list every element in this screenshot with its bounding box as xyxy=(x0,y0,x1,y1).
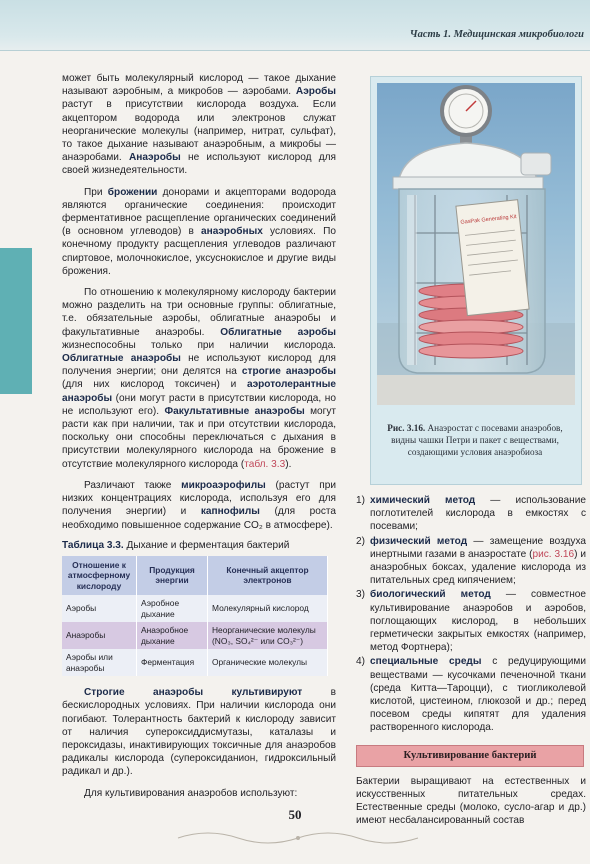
list-item xyxy=(356,494,586,534)
table-cell: Анаэробное дыхание xyxy=(137,622,208,649)
text-run: условиях. По конечному продукту расщепления углеводов различают спиртовое, молочнокислое, уксуснокислое и другие виды брожения. xyxy=(62,226,336,277)
text-run: Бактерии выращивают на естественных и искусственных питательных средах. Естественные среды (молоко, сусло-агар и др.) имеют несбалансированный состав xyxy=(356,775,586,827)
text-run: ) и анаэробных боксах, удаление кислорода из питательных сред кипячением; xyxy=(370,548,586,587)
bold-term: Аэробы xyxy=(295,86,336,98)
list-item-text xyxy=(370,589,586,653)
bold-term: Анаэробы xyxy=(128,152,181,164)
page-number: 50 xyxy=(288,807,302,822)
table-cell: Ферментация xyxy=(137,649,208,676)
text-run: Для культивирования анаэробов используют: xyxy=(84,787,298,799)
table-caption: Дыхание и ферментация бактерий xyxy=(123,539,290,551)
bold-term: Строгие анаэробы культивируют xyxy=(84,687,303,699)
table-header-row xyxy=(62,556,328,596)
header-band xyxy=(0,0,590,51)
reference-link: рис. 3.16 xyxy=(532,548,575,560)
figure-caption xyxy=(385,423,565,458)
bold-term: капнофилы xyxy=(200,506,260,518)
right-column xyxy=(356,494,586,827)
table-cell: Молекулярный кислород xyxy=(208,595,328,622)
paragraph-anaerobe-methods-intro xyxy=(62,787,336,800)
anaerobe-methods-list xyxy=(356,494,586,735)
text-run: ). xyxy=(285,458,292,470)
paragraph-fermentation xyxy=(62,186,336,278)
section-heading: Культивирование бактерий xyxy=(356,745,584,767)
bold-term: Факультативные анаэробы xyxy=(164,405,305,417)
text-run: может быть молекулярный кислород — такое дыхание называют аэробным, а микробов — аэробами. xyxy=(62,73,336,98)
chapter-side-tab xyxy=(0,248,32,394)
paragraph-respiration xyxy=(62,72,336,178)
text-run: (для роста необходимо повышенное содержание CO₂ в атмосфере). xyxy=(62,506,336,531)
bold-term: аэротолерантные анаэробы xyxy=(62,379,336,404)
table-cell: Аэробное дыхание xyxy=(137,595,208,622)
figure-label: Рис. 3.16. xyxy=(387,423,426,433)
text-run: (для них кислород токсичен) и xyxy=(62,379,247,391)
text-run: донорами и акцепторами водорода являются органические соединения: происходит ферментативное расщепление органических соединений (в основном углеводов) в xyxy=(62,186,336,238)
list-item-number: 4) xyxy=(356,656,365,668)
bold-term: микроаэрофилы xyxy=(181,479,266,491)
bold-term: брожении xyxy=(107,186,158,198)
table-header-cell: Отношение к атмосферному кислороду xyxy=(62,556,137,596)
paragraph-strict-anaerobes xyxy=(62,686,336,778)
anaerostat-illustration xyxy=(377,83,575,405)
table-number: Таблица 3.3. xyxy=(62,539,124,551)
text-run: — совместное культивирование анаэробов и аэробов, поглощающих кислород, в небольших герметически закрытых емкостях (например, метод Фортнера); xyxy=(370,589,586,654)
list-item-number: 2) xyxy=(356,535,365,547)
table-header-cell: Конечный акцептор электронов xyxy=(208,556,328,596)
left-column xyxy=(62,72,336,800)
table-cell: Анаэробы xyxy=(62,622,137,649)
footer-ornament-icon xyxy=(168,826,428,850)
paragraph-oxygen-groups xyxy=(62,286,336,471)
text-run: с редуцирующими веществами — кусочками печеночной ткани (среда Китта—Тароцци), с тиогликолевой кислотой, цистеином, глюкозой и др.; перед посевом среды кипятят для удаления растворенного кислорода. xyxy=(370,656,586,734)
text-run: — использование поглотителей кислорода в емкостях с посевами; xyxy=(370,495,586,533)
running-header: Часть 1. Медицинская микробиологи xyxy=(409,29,584,40)
list-item-text xyxy=(370,536,586,587)
anaerostat-photo xyxy=(377,83,575,405)
table-title xyxy=(62,540,336,551)
table-row xyxy=(62,595,328,622)
text-run: При xyxy=(84,186,108,198)
table-row xyxy=(62,622,328,649)
figure-caption-text: Анаэростат с посевами анаэробов, видны чашки Петри и пакет с веществами, создающими условия анаэробиоза xyxy=(391,423,563,457)
reference-link: табл. 3.3 xyxy=(244,458,286,470)
list-item xyxy=(356,655,586,734)
kit-label: GasPak Generating Kit xyxy=(460,213,517,226)
text-run: — замещение воздуха инертными газами в анаэростате ( xyxy=(370,535,586,560)
table-cell: Неорганические молекулы (NO₃, SO₄²⁻ или CO₃²⁻) xyxy=(208,622,328,649)
bold-term: биологический метод xyxy=(370,589,491,601)
table-header-cell: Продукция энергии xyxy=(137,556,208,596)
bold-term: химический метод xyxy=(370,495,476,506)
bold-term: Облигатные анаэробы xyxy=(62,353,181,365)
text-run: растут в присутствии кислорода воздуха. Если акцептором водорода или электронов служат неорганические молекулы (например, нитрат, сульфат), то такое дыхание называют анаэробным, а микробы — анаэробами. xyxy=(62,99,336,164)
text-run: не используют кислород для получения энергии; они делятся на xyxy=(62,353,336,378)
bold-term: физический метод xyxy=(370,535,468,547)
table-cell: Органические молекулы xyxy=(208,649,328,676)
text-run: не используют кислород для своей жизнедеятельности. xyxy=(62,152,337,177)
bold-term: строгие анаэробы xyxy=(241,366,336,378)
list-item-number: 1) xyxy=(356,495,365,506)
text-run: жизнеспособны только при наличии кислорода. xyxy=(62,339,336,351)
text-run: (они могут расти в присутствии кислорода, но не используют его). xyxy=(62,392,336,417)
list-item xyxy=(356,588,586,654)
figure-box xyxy=(370,76,582,485)
bold-term: анаэробных xyxy=(201,226,263,238)
respiration-table xyxy=(62,556,328,677)
list-item-text xyxy=(370,495,586,532)
text-run: (растут при низких концентрациях кислорода, используя его для получения энергии) и xyxy=(62,479,336,518)
table-cell: Аэробы или анаэробы xyxy=(62,649,137,676)
table-cell: Аэробы xyxy=(62,595,137,622)
list-item-number: 3) xyxy=(356,589,365,601)
paragraph-microaerophiles xyxy=(62,479,336,532)
bold-term: Облигатные аэробы xyxy=(220,326,336,338)
table-row xyxy=(62,649,328,676)
text-run: Различают также xyxy=(84,479,182,491)
text-run: могут расти как при наличии, так и при отсутствии кислорода, поскольку они способны переключаться с дыхания в присутствии молекулярного кислорода на брожение в отсутствие молекулярного кислорода ( xyxy=(62,405,336,470)
bold-term: специальные среды xyxy=(370,656,482,668)
list-item xyxy=(356,535,586,588)
text-run: в бескислородных условиях. При наличии кислорода они погибают. Толерантность бактерий к кислороду зависит от наличия супероксиддисмутазы, каталазы и пероксидазы, инактивирующих токсичные для анаэробов радикалы кислорода (супероксиданион, гидроксильный радикал и др.). xyxy=(62,687,337,778)
text-run: По отношению к молекулярному кислороду бактерии можно разделить на три основные группы: облигатные, т.е. обязательные аэробы, облигатные анаэробы и факультативные анаэробы. xyxy=(62,287,336,338)
list-item-text xyxy=(370,656,586,733)
